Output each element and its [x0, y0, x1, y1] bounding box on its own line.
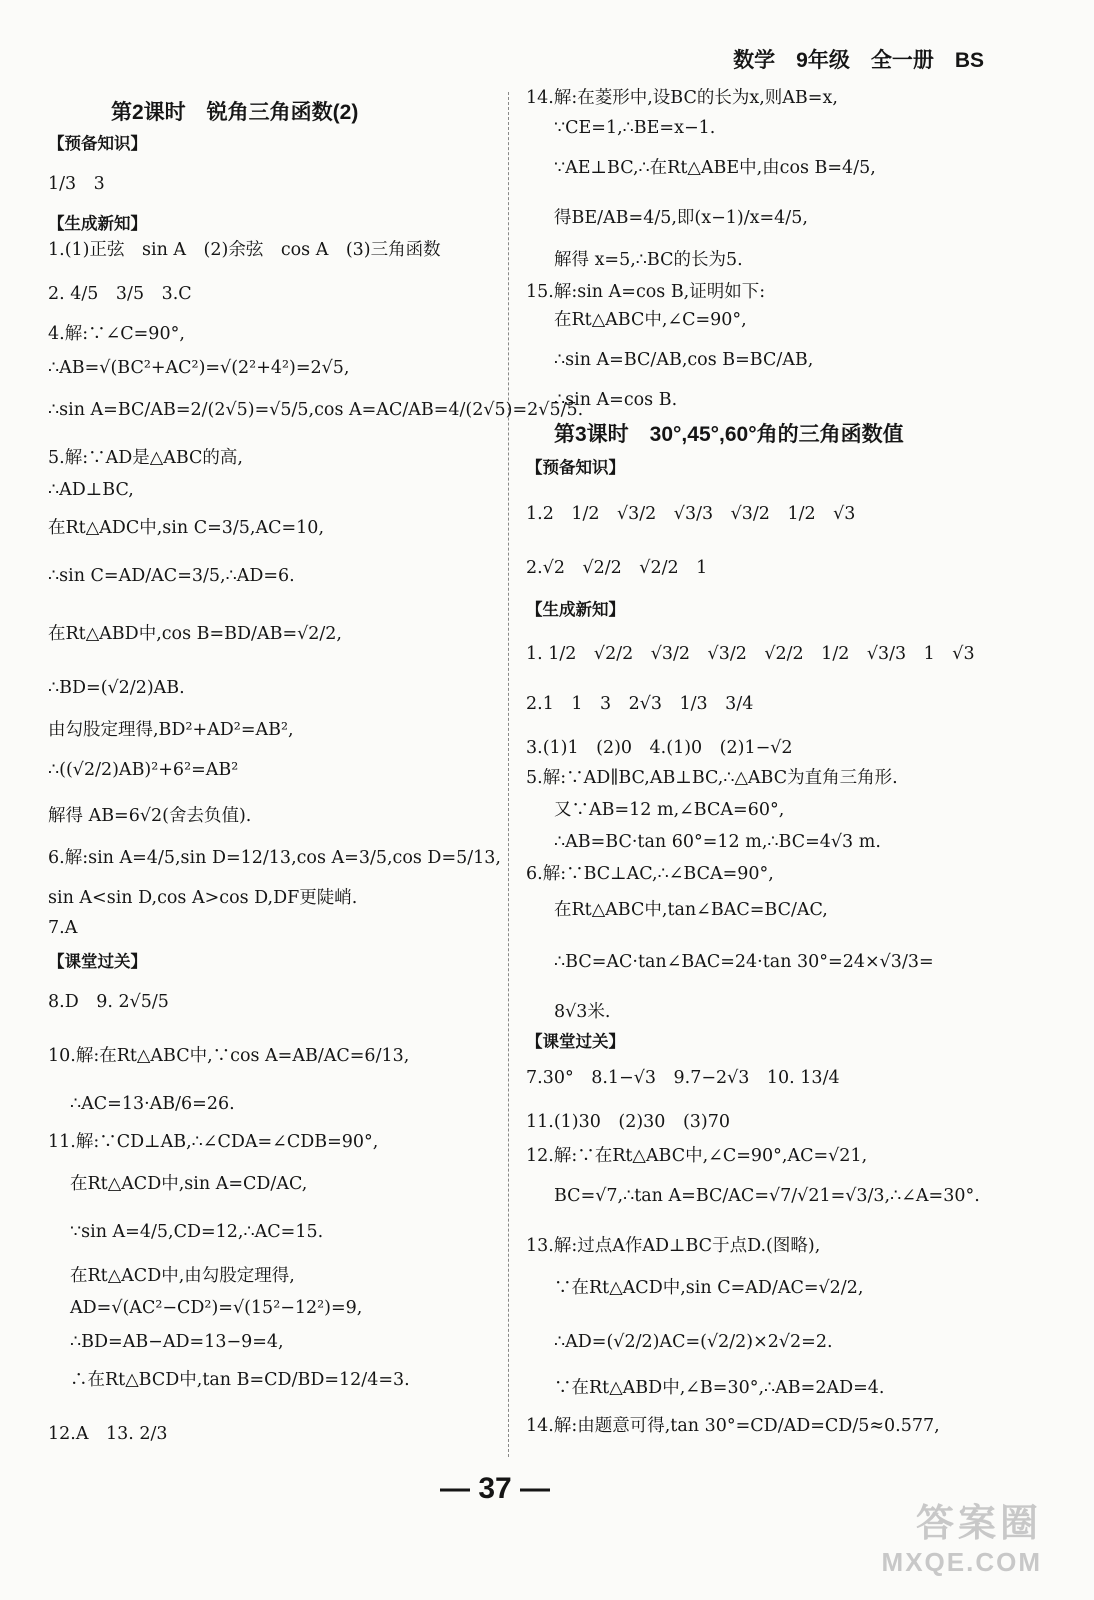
subsection-heading: 【生成新知】 [526, 601, 625, 619]
answer-line: ∴BD=AB−AD=13−9=4, [70, 1332, 284, 1352]
answer-line: ∴sin A=BC/AB=2/(2√5)=√5/5,cos A=AC/AB=4/(2√5)=2√5/5. [48, 400, 584, 420]
answer-line: ∴AD⊥BC, [48, 480, 134, 500]
answer-line: BC=√7,∴tan A=BC/AC=√7/√21=√3/3,∴∠A=30°. [554, 1186, 980, 1206]
answer-line: 2.√2 √2/2 √2/2 1 [526, 558, 708, 578]
answer-line: 由勾股定理得,BD²+AD²=AB², [48, 720, 294, 740]
watermark-url: MXQE.COM [881, 1547, 1042, 1577]
answer-line: 6.解:sin A=4/5,sin D=12/13,cos A=3/5,cos D=5/13, [48, 848, 501, 868]
answer-line: ∴((√2/2)AB)²+6²=AB² [48, 760, 239, 780]
answer-line: ∴BD=(√2/2)AB. [48, 678, 185, 698]
section-title: 第3课时 30°,45°,60°角的三角函数值 [554, 423, 904, 446]
answer-line: 在Rt△ABC中,∠C=90°, [554, 310, 747, 330]
answer-line: ∴sin A=cos B. [554, 390, 678, 410]
answer-line: 1. 1/2 √2/2 √3/2 √3/2 √2/2 1/2 √3/3 1 √3 [526, 644, 975, 664]
watermark-logo-text: 答案圈 [915, 1503, 1042, 1545]
answer-line: 12.A 13. 2/3 [48, 1424, 168, 1444]
answer-line: 1.2 1/2 √3/2 √3/3 √3/2 1/2 √3 [526, 504, 856, 524]
watermark [882, 1492, 1042, 1578]
column-divider [508, 92, 509, 1457]
answer-line: ∴sin C=AD/AC=3/5,∴AD=6. [48, 566, 295, 586]
answer-line: ∵在Rt△ACD中,sin C=AD/AC=√2/2, [554, 1278, 864, 1298]
answer-line: ∴AB=√(BC²+AC²)=√(2²+4²)=2√5, [48, 358, 350, 378]
answer-line: 1/3 3 [48, 174, 105, 194]
answer-line: 5.解:∵AD∥BC,AB⊥BC,∴△ABC为直角三角形. [526, 768, 898, 788]
section-title: 第2课时 锐角三角函数(2) [48, 101, 359, 124]
answer-line: AD=√(AC²−CD²)=√(15²−12²)=9, [70, 1298, 363, 1318]
answer-line: 在Rt△ADC中,sin C=3/5,AC=10, [48, 518, 325, 538]
subsection-heading: 【预备知识】 [48, 135, 147, 153]
answer-line: 14.解:由题意可得,tan 30°=CD/AD=CD/5≈0.577, [526, 1416, 940, 1436]
subsection-heading: 【预备知识】 [526, 459, 625, 477]
answer-line: 7.30° 8.1−√3 9.7−2√3 10. 13/4 [526, 1068, 840, 1088]
answer-line: 又∵AB=12 m,∠BCA=60°, [554, 800, 785, 820]
answer-line: 14.解:在菱形中,设BC的长为x,则AB=x, [526, 88, 838, 108]
answer-line: 8√3米. [554, 1002, 611, 1022]
answer-line: 7.A [48, 918, 78, 938]
answer-line: 5.解:∵AD是△ABC的高, [48, 448, 243, 468]
page-header: 数学 9年级 全一册 BS [733, 49, 984, 72]
answer-line: 11.解:∵CD⊥AB,∴∠CDA=∠CDB=90°, [48, 1132, 379, 1152]
answer-line: ∴AC=13·AB/6=26. [70, 1094, 235, 1114]
answer-line: ∵在Rt△ABD中,∠B=30°,∴AB=2AD=4. [554, 1378, 885, 1398]
answer-line: 在Rt△ACD中,sin A=CD/AC, [70, 1174, 308, 1194]
answer-line: 1.(1)正弦 sin A (2)余弦 cos A (3)三角函数 [48, 240, 441, 260]
answer-line: 2. 4/5 3/5 3.C [48, 284, 192, 304]
subsection-heading: 【课堂过关】 [48, 953, 147, 971]
answer-line: 15.解:sin A=cos B,证明如下: [526, 282, 766, 302]
answer-line: ∴BC=AC·tan∠BAC=24·tan 30°=24×√3/3= [554, 952, 934, 972]
answer-line: 得BE/AB=4/5,即(x−1)/x=4/5, [554, 208, 808, 228]
answer-line: ∵CE=1,∴BE=x−1. [554, 118, 716, 138]
answer-line: 11.(1)30 (2)30 (3)70 [526, 1112, 731, 1132]
answer-line: 6.解:∵BC⊥AC,∴∠BCA=90°, [526, 864, 774, 884]
answer-line: 解得 x=5,∴BC的长为5. [554, 250, 743, 270]
answer-line: 在Rt△ABD中,cos B=BD/AB=√2/2, [48, 624, 342, 644]
answer-line: 8.D 9. 2√5/5 [48, 992, 169, 1012]
answer-line: 在Rt△ABC中,tan∠BAC=BC/AC, [554, 900, 828, 920]
answer-line: 3.(1)1 (2)0 4.(1)0 (2)1−√2 [526, 738, 793, 758]
answer-line: 在Rt△ACD中,由勾股定理得, [70, 1266, 295, 1286]
answer-line: ∵sin A=4/5,CD=12,∴AC=15. [70, 1222, 324, 1242]
answer-line: ∴sin A=BC/AB,cos B=BC/AB, [554, 350, 814, 370]
answer-line: 10.解:在Rt△ABC中,∵cos A=AB/AC=6/13, [48, 1046, 410, 1066]
answer-line: 4.解:∵∠C=90°, [48, 324, 185, 344]
answer-line: 2.1 1 3 2√3 1/3 3/4 [526, 694, 754, 714]
page-number: — 37 — [440, 1472, 551, 1505]
answer-line: ∵AE⊥BC,∴在Rt△ABE中,由cos B=4/5, [554, 158, 876, 178]
answer-line: 解得 AB=6√2(舍去负值). [48, 806, 252, 826]
answer-line: 12.解:∵在Rt△ABC中,∠C=90°,AC=√21, [526, 1146, 868, 1166]
answer-line: ∴AD=(√2/2)AC=(√2/2)×2√2=2. [554, 1332, 833, 1352]
subsection-heading: 【课堂过关】 [526, 1033, 625, 1051]
answer-line: 13.解:过点A作AD⊥BC于点D.(图略), [526, 1236, 821, 1256]
answer-line: ∴在Rt△BCD中,tan B=CD/BD=12/4=3. [70, 1370, 410, 1390]
answer-line: sin A<sin D,cos A>cos D,DF更陡峭. [48, 888, 358, 908]
subsection-heading: 【生成新知】 [48, 215, 147, 233]
answer-line: ∴AB=BC·tan 60°=12 m,∴BC=4√3 m. [554, 832, 881, 852]
